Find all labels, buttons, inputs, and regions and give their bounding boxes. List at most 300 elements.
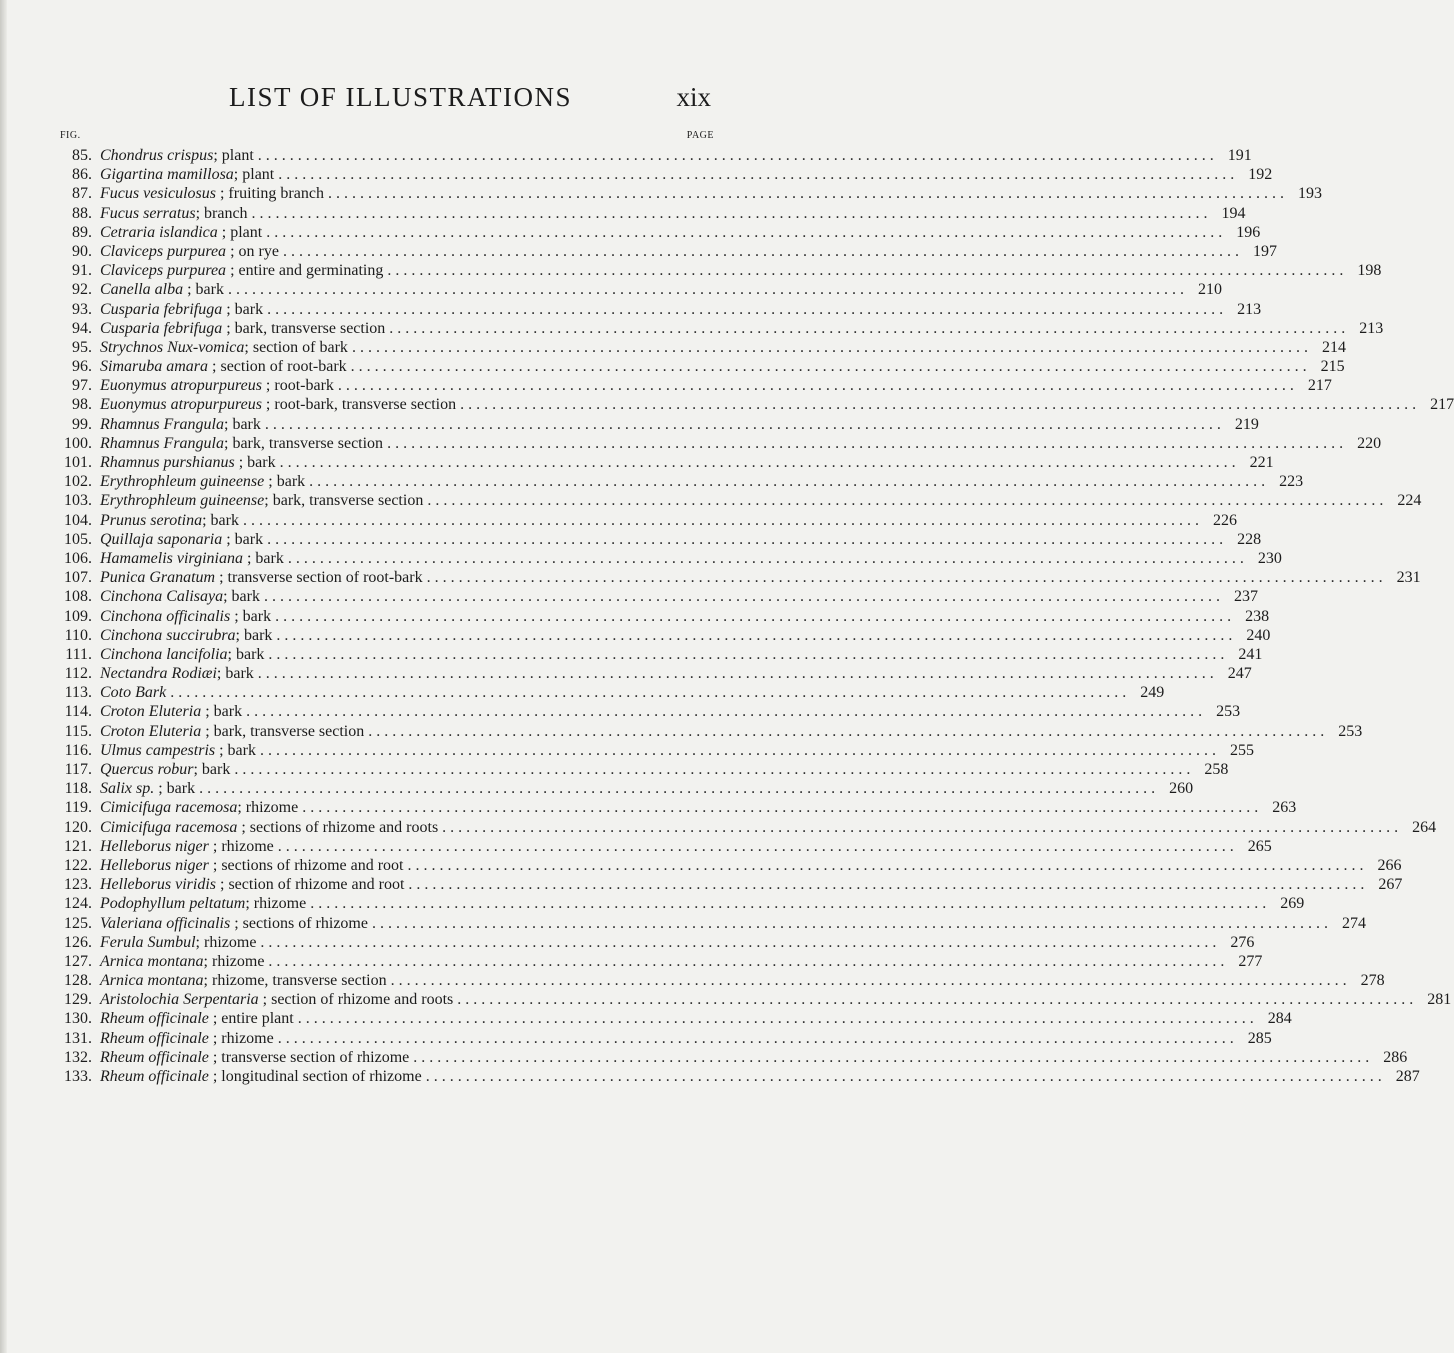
species-name: Prunus serotina — [100, 511, 203, 529]
list-item — [56, 971, 1385, 990]
species-name: Cimicifuga racemosa — [100, 799, 238, 817]
species-name: Rhamnus Frangula — [100, 415, 224, 433]
page-column-label: PAGE — [686, 130, 714, 141]
page-reference: 287 — [1395, 1068, 1420, 1085]
figure-caption — [92, 798, 298, 817]
list-item — [56, 415, 1259, 434]
page-reference: 221 — [1249, 454, 1274, 471]
caption-detail: ; bark — [230, 607, 272, 625]
figure-number: 85. — [72, 147, 92, 164]
figure-caption — [92, 933, 256, 952]
species-name: Erythrophleum guineense — [100, 473, 265, 491]
caption-detail: ; rhizome, transverse section — [203, 972, 387, 990]
species-name: Arnica montana — [100, 952, 204, 970]
figure-number: 133. — [64, 1068, 92, 1085]
figure-number: 115. — [64, 722, 92, 740]
figure-number: 112. — [64, 665, 92, 683]
page-reference: 269 — [1280, 895, 1305, 913]
figure-caption — [92, 453, 276, 472]
caption-detail: ; bark — [222, 530, 264, 548]
page-reference: 260 — [1169, 780, 1194, 798]
list-item — [56, 376, 1332, 395]
figure-number: 105. — [64, 530, 92, 548]
list-item — [56, 165, 1273, 184]
page-reference: 284 — [1267, 1010, 1292, 1028]
figure-caption — [92, 1009, 294, 1028]
page-reference: 224 — [1397, 492, 1422, 510]
dot-leader: . . . . . . . . . . . . . . . . . . . . . . . . . . . . . . . . . . . . . . . . . . . . . . . . . . . . . . . . . . . . . . . . . . . . . . . . . . . . . . . . . . . . . . . . . . . . . . . . . . . . . . . . . . . . . . . . . . . . . . . . — [279, 454, 1236, 471]
page-reference: 194 — [1221, 204, 1246, 222]
figure-caption — [92, 146, 254, 165]
figure-caption — [92, 261, 383, 280]
list-item — [56, 779, 1194, 798]
figure-caption — [92, 760, 230, 779]
caption-detail: ; bark — [216, 665, 254, 683]
caption-detail: ; plant — [213, 147, 254, 164]
figure-caption — [92, 875, 404, 894]
species-name: Fucus vesiculosus — [100, 185, 216, 203]
caption-detail: ; bark, transverse section — [224, 434, 384, 452]
figure-caption — [92, 645, 264, 664]
caption-detail: ; rhizome — [195, 933, 257, 951]
page-reference: 265 — [1247, 837, 1272, 855]
figure-caption — [92, 568, 423, 587]
figure-number: 120. — [64, 818, 92, 836]
list-item — [56, 472, 1304, 491]
list-item — [56, 818, 1437, 837]
figure-caption — [92, 395, 456, 414]
running-title: LIST OF ILLUSTRATIONS — [228, 82, 572, 112]
figure-number: 111. — [65, 645, 92, 663]
caption-detail: ; bark — [227, 645, 265, 663]
page-reference: 274 — [1341, 914, 1366, 932]
figure-caption — [92, 626, 272, 645]
figure-caption — [92, 1029, 274, 1048]
list-item — [56, 223, 1261, 242]
caption-detail: ; bark — [154, 780, 196, 798]
caption-detail: ; section of rhizome and roots — [258, 991, 454, 1009]
figure-caption — [92, 914, 368, 933]
dot-leader: . . . . . . . . . . . . . . . . . . . . . . . . . . . . . . . . . . . . . . . . . . . . . . . . . . . . . . . . . . . . . . . . . . . . . . . . . . . . . . . . . . . . . . . . . . . . . . . . . . . . . . . . . . . . . . . . . . . . . . . . — [310, 895, 1267, 913]
dot-leader: . . . . . . . . . . . . . . . . . . . . . . . . . . . . . . . . . . . . . . . . . . . . . . . . . . . . . . . . . . . . . . . . . . . . . . . . . . . . . . . . . . . . . . . . . . . . . . . . . . . . . . . . . . . . . . . . . . . . . . . . — [457, 991, 1414, 1009]
page-reference: 240 — [1246, 626, 1271, 644]
figure-caption — [92, 434, 383, 453]
caption-detail: ; bark — [264, 473, 306, 491]
page-reference: 217 — [1430, 396, 1454, 414]
figure-caption — [92, 779, 195, 798]
page-reference: 231 — [1396, 569, 1421, 587]
dot-leader: . . . . . . . . . . . . . . . . . . . . . . . . . . . . . . . . . . . . . . . . . . . . . . . . . . . . . . . . . . . . . . . . . . . . . . . . . . . . . . . . . . . . . . . . . . . . . . . . . . . . . . . . . . . . . . . . . . . . . . . . — [277, 837, 1234, 855]
figure-number: 95. — [72, 338, 92, 356]
species-name: Simaruba amara — [100, 358, 209, 376]
caption-detail: ; bark — [201, 703, 243, 721]
caption-detail: ; section of rhizome and root — [216, 876, 405, 894]
caption-detail: ; fruiting branch — [215, 185, 324, 203]
dot-leader: . . . . . . . . . . . . . . . . . . . . . . . . . . . . . . . . . . . . . . . . . . . . . . . . . . . . . . . . . . . . . . . . . . . . . . . . . . . . . . . . . . . . . . . . . . . . . . . . . . . . . . . . . . . . . . . . . . . . . . . . — [251, 204, 1208, 222]
list-item — [56, 300, 1262, 319]
dot-leader: . . . . . . . . . . . . . . . . . . . . . . . . . . . . . . . . . . . . . . . . . . . . . . . . . . . . . . . . . . . . . . . . . . . . . . . . . . . . . . . . . . . . . . . . . . . . . . . . . . . . . . . . . . . . . . . . . . . . . . . . — [387, 434, 1344, 452]
figure-caption — [92, 607, 271, 626]
list-item — [56, 280, 1222, 299]
page-binding-edge — [0, 0, 7, 1353]
dot-leader: . . . . . . . . . . . . . . . . . . . . . . . . . . . . . . . . . . . . . . . . . . . . . . . . . . . . . . . . . . . . . . . . . . . . . . . . . . . . . . . . . . . . . . . . . . . . . . . . . . . . . . . . . . . . . . . . . . . . . . . . — [263, 588, 1220, 606]
figure-number: 122. — [64, 856, 92, 874]
dot-leader: . . . . . . . . . . . . . . . . . . . . . . . . . . . . . . . . . . . . . . . . . . . . . . . . . . . . . . . . . . . . . . . . . . . . . . . . . . . . . . . . . . . . . . . . . . . . . . . . . . . . . . . . . . . . . . . . . . . . . . . . — [277, 1029, 1234, 1047]
list-item — [56, 607, 1270, 626]
list-item — [56, 952, 1263, 971]
list-item — [56, 261, 1382, 280]
figure-number: 108. — [64, 588, 92, 606]
caption-detail: ; section of bark — [244, 338, 348, 356]
caption-detail: ; rhizome — [208, 1029, 274, 1047]
species-name: Cinchona officinalis — [100, 607, 231, 625]
figure-number: 110. — [64, 626, 92, 644]
list-item — [56, 1029, 1272, 1048]
caption-detail: ; rhizome — [245, 895, 307, 913]
dot-leader: . . . . . . . . . . . . . . . . . . . . . . . . . . . . . . . . . . . . . . . . . . . . . . . . . . . . . . . . . . . . . . . . . . . . . . . . . . . . . . . . . . . . . . . . . . . . . . . . . . . . . . . . . . . . . . . . . . . . . . . . — [170, 684, 1127, 702]
species-name: Aristolochia Serpentaria — [100, 991, 259, 1009]
list-item — [56, 741, 1254, 760]
figure-caption — [92, 357, 347, 376]
caption-detail: ; longitudinal section of rhizome — [208, 1068, 422, 1085]
species-name: Quercus robur — [100, 761, 194, 778]
dot-leader: . . . . . . . . . . . . . . . . . . . . . . . . . . . . . . . . . . . . . . . . . . . . . . . . . . . . . . . . . . . . . . . . . . . . . . . . . . . . . . . . . . . . . . . . . . . . . . . . . . . . . . . . . . . . . . . . . . . . . . . . — [242, 511, 1199, 529]
page-reference: 281 — [1427, 991, 1452, 1009]
figure-caption — [92, 990, 453, 1009]
figure-number: 124. — [64, 895, 92, 913]
figure-number: 117. — [64, 761, 92, 778]
list-item — [56, 568, 1421, 587]
list-item — [56, 760, 1229, 779]
figure-caption — [92, 549, 284, 568]
caption-detail: ; transverse section of root-bark — [215, 569, 423, 587]
dot-leader: . . . . . . . . . . . . . . . . . . . . . . . . . . . . . . . . . . . . . . . . . . . . . . . . . . . . . . . . . . . . . . . . . . . . . . . . . . . . . . . . . . . . . . . . . . . . . . . . . . . . . . . . . . . . . . . . . . . . . . . . — [427, 492, 1384, 510]
list-item — [56, 491, 1422, 510]
page-reference: 255 — [1229, 741, 1254, 759]
dot-leader: . . . . . . . . . . . . . . . . . . . . . . . . . . . . . . . . . . . . . . . . . . . . . . . . . . . . . . . . . . . . . . . . . . . . . . . . . . . . . . . . . . . . . . . . . . . . . . . . . . . . . . . . . . . . . . . . . . . . . . . . — [407, 856, 1364, 874]
figure-number: 118. — [64, 780, 92, 798]
page-header — [0, 82, 801, 122]
figure-number: 90. — [72, 242, 92, 260]
figure-number: 92. — [72, 281, 92, 299]
page-reference: 214 — [1321, 338, 1346, 356]
fig-column-label: FIG. — [60, 130, 81, 141]
figure-caption — [92, 319, 385, 338]
caption-detail: ; transverse section of rhizome — [208, 1048, 410, 1066]
list-item — [56, 664, 1252, 683]
list-item — [56, 1009, 1292, 1028]
page-reference: 191 — [1227, 147, 1252, 164]
list-item — [56, 357, 1345, 376]
species-name: Claviceps purpurea — [100, 262, 227, 280]
dot-leader: . . . . . . . . . . . . . . . . . . . . . . . . . . . . . . . . . . . . . . . . . . . . . . . . . . . . . . . . . . . . . . . . . . . . . . . . . . . . . . . . . . . . . . . . . . . . . . . . . . . . . . . . . . . . . . . . . . . . . . . . — [227, 281, 1184, 299]
species-name: Rhamnus Frangula — [100, 434, 224, 452]
figure-number: 103. — [64, 492, 92, 510]
page-reference: 196 — [1236, 223, 1261, 241]
species-name: Valeriana officinalis — [100, 914, 231, 932]
page-reference: 267 — [1378, 876, 1403, 894]
figure-caption — [92, 165, 274, 184]
species-name: Euonymus atropurpureus — [100, 396, 262, 414]
figure-caption — [92, 338, 348, 357]
list-item — [56, 549, 1282, 568]
species-name: Chondrus crispus — [100, 147, 214, 164]
species-name: Gigartina mamillosa — [100, 166, 234, 184]
dot-leader: . . . . . . . . . . . . . . . . . . . . . . . . . . . . . . . . . . . . . . . . . . . . . . . . . . . . . . . . . . . . . . . . . . . . . . . . . . . . . . . . . . . . . . . . . . . . . . . . . . . . . . . . . . . . . . . . . . . . . . . . — [259, 741, 1216, 759]
dot-leader: . . . . . . . . . . . . . . . . . . . . . . . . . . . . . . . . . . . . . . . . . . . . . . . . . . . . . . . . . . . . . . . . . . . . . . . . . . . . . . . . . . . . . . . . . . . . . . . . . . . . . . . . . . . . . . . . . . . . . . . . — [267, 300, 1224, 318]
caption-detail: ; sections of rhizome and roots — [237, 818, 439, 836]
figure-number: 131. — [64, 1029, 92, 1047]
figure-number: 87. — [72, 185, 92, 203]
page-reference: 249 — [1140, 684, 1165, 702]
dot-leader: . . . . . . . . . . . . . . . . . . . . . . . . . . . . . . . . . . . . . . . . . . . . . . . . . . . . . . . . . . . . . . . . . . . . . . . . . . . . . . . . . . . . . . . . . . . . . . . . . . . . . . . . . . . . . . . . . . . . . . . . — [302, 799, 1259, 817]
species-name: Helleborus niger — [100, 856, 209, 874]
species-name: Cimicifuga racemosa — [100, 818, 238, 836]
figure-number: 100. — [64, 434, 92, 452]
dot-leader: . . . . . . . . . . . . . . . . . . . . . . . . . . . . . . . . . . . . . . . . . . . . . . . . . . . . . . . . . . . . . . . . . . . . . . . . . . . . . . . . . . . . . . . . . . . . . . . . . . . . . . . . . . . . . . . . . . . . . . . . — [368, 722, 1325, 740]
species-name: Croton Eluteria — [100, 703, 202, 721]
dot-leader: . . . . . . . . . . . . . . . . . . . . . . . . . . . . . . . . . . . . . . . . . . . . . . . . . . . . . . . . . . . . . . . . . . . . . . . . . . . . . . . . . . . . . . . . . . . . . . . . . . . . . . . . . . . . . . . . . . . . . . . . — [234, 761, 1191, 778]
figure-number: 123. — [64, 876, 92, 894]
list-item — [56, 184, 1322, 203]
figure-number: 114. — [64, 703, 92, 721]
species-name: Ulmus campestris — [100, 741, 216, 759]
dot-leader: . . . . . . . . . . . . . . . . . . . . . . . . . . . . . . . . . . . . . . . . . . . . . . . . . . . . . . . . . . . . . . . . . . . . . . . . . . . . . . . . . . . . . . . . . . . . . . . . . . . . . . . . . . . . . . . . . . . . . . . . — [460, 396, 1417, 414]
figure-number: 129. — [64, 991, 92, 1009]
dot-leader: . . . . . . . . . . . . . . . . . . . . . . . . . . . . . . . . . . . . . . . . . . . . . . . . . . . . . . . . . . . . . . . . . . . . . . . . . . . . . . . . . . . . . . . . . . . . . . . . . . . . . . . . . . . . . . . . . . . . . . . . — [371, 914, 1328, 932]
page-reference: 237 — [1233, 588, 1258, 606]
figure-caption — [92, 184, 324, 203]
figure-number: 101. — [64, 454, 92, 471]
caption-detail: ; bark — [193, 761, 231, 778]
caption-detail: ; bark — [202, 511, 239, 529]
caption-detail: ; root-bark — [261, 377, 334, 395]
figure-number: 116. — [64, 741, 92, 759]
species-name: Helleborus niger — [100, 837, 209, 855]
species-name: Strychnos Nux-vomica — [100, 338, 245, 356]
dot-leader: . . . . . . . . . . . . . . . . . . . . . . . . . . . . . . . . . . . . . . . . . . . . . . . . . . . . . . . . . . . . . . . . . . . . . . . . . . . . . . . . . . . . . . . . . . . . . . . . . . . . . . . . . . . . . . . . . . . . . . . . — [266, 223, 1223, 241]
list-item — [56, 856, 1402, 875]
list-item — [56, 894, 1305, 913]
figure-caption — [92, 415, 261, 434]
dot-leader: . . . . . . . . . . . . . . . . . . . . . . . . . . . . . . . . . . . . . . . . . . . . . . . . . . . . . . . . . . . . . . . . . . . . . . . . . . . . . . . . . . . . . . . . . . . . . . . . . . . . . . . . . . . . . . . . . . . . . . . . — [287, 549, 1244, 567]
figure-number: 109. — [64, 607, 92, 625]
caption-detail: ; bark — [222, 300, 264, 318]
figure-number: 91. — [72, 262, 92, 280]
figure-caption — [92, 741, 256, 760]
dot-leader: . . . . . . . . . . . . . . . . . . . . . . . . . . . . . . . . . . . . . . . . . . . . . . . . . . . . . . . . . . . . . . . . . . . . . . . . . . . . . . . . . . . . . . . . . . . . . . . . . . . . . . . . . . . . . . . . . . . . . . . . — [278, 166, 1235, 184]
page-reference: 193 — [1297, 185, 1322, 203]
dot-leader: . . . . . . . . . . . . . . . . . . . . . . . . . . . . . . . . . . . . . . . . . . . . . . . . . . . . . . . . . . . . . . . . . . . . . . . . . . . . . . . . . . . . . . . . . . . . . . . . . . . . . . . . . . . . . . . . . . . . . . . . — [268, 645, 1225, 663]
figure-number: 86. — [72, 166, 92, 184]
page-reference: 213 — [1237, 300, 1262, 318]
caption-detail: ; rhizome — [237, 799, 299, 817]
species-name: Hamamelis virginiana — [100, 549, 243, 567]
caption-detail: ; on rye — [226, 242, 279, 260]
page-reference: 276 — [1230, 933, 1255, 951]
figure-number: 97. — [72, 377, 92, 395]
species-name: Euonymus atropurpureus — [100, 377, 262, 395]
caption-detail: ; bark, transverse section — [264, 492, 424, 510]
dot-leader: . . . . . . . . . . . . . . . . . . . . . . . . . . . . . . . . . . . . . . . . . . . . . . . . . . . . . . . . . . . . . . . . . . . . . . . . . . . . . . . . . . . . . . . . . . . . . . . . . . . . . . . . . . . . . . . . . . . . . . . . — [246, 703, 1203, 721]
caption-detail: ; plant — [233, 166, 275, 184]
dot-leader: . . . . . . . . . . . . . . . . . . . . . . . . . . . . . . . . . . . . . . . . . . . . . . . . . . . . . . . . . . . . . . . . . . . . . . . . . . . . . . . . . . . . . . . . . . . . . . . . . . . . . . . . . . . . . . . . . . . . . . . . — [408, 876, 1365, 894]
figure-caption — [92, 587, 260, 606]
page-reference: 192 — [1248, 166, 1273, 184]
figure-number: 119. — [64, 799, 92, 817]
list-item — [56, 626, 1271, 645]
species-name: Punica Granatum — [100, 569, 216, 587]
caption-detail: ; bark — [234, 454, 276, 471]
figure-caption — [92, 952, 264, 971]
figure-number: 125. — [64, 914, 92, 932]
species-name: Cinchona Calisaya — [100, 588, 224, 606]
illustration-list — [56, 146, 1454, 1086]
dot-leader: . . . . . . . . . . . . . . . . . . . . . . . . . . . . . . . . . . . . . . . . . . . . . . . . . . . . . . . . . . . . . . . . . . . . . . . . . . . . . . . . . . . . . . . . . . . . . . . . . . . . . . . . . . . . . . . . . . . . . . . . — [413, 1048, 1370, 1066]
dot-leader: . . . . . . . . . . . . . . . . . . . . . . . . . . . . . . . . . . . . . . . . . . . . . . . . . . . . . . . . . . . . . . . . . . . . . . . . . . . . . . . . . . . . . . . . . . . . . . . . . . . . . . . . . . . . . . . . . . . . . . . . — [297, 1010, 1254, 1028]
figure-number: 113. — [64, 684, 92, 702]
species-name: Cusparia febrifuga — [100, 300, 223, 318]
dot-leader: . . . . . . . . . . . . . . . . . . . . . . . . . . . . . . . . . . . . . . . . . . . . . . . . . . . . . . . . . . . . . . . . . . . . . . . . . . . . . . . . . . . . . . . . . . . . . . . . . . . . . . . . . . . . . . . . . . . . . . . . — [276, 626, 1233, 644]
list-item — [56, 434, 1382, 453]
dot-leader: . . . . . . . . . . . . . . . . . . . . . . . . . . . . . . . . . . . . . . . . . . . . . . . . . . . . . . . . . . . . . . . . . . . . . . . . . . . . . . . . . . . . . . . . . . . . . . . . . . . . . . . . . . . . . . . . . . . . . . . . — [199, 780, 1156, 798]
figure-caption — [92, 664, 254, 683]
list-item — [56, 587, 1258, 606]
page-reference: 213 — [1359, 319, 1384, 337]
figure-caption — [92, 376, 334, 395]
dot-leader: . . . . . . . . . . . . . . . . . . . . . . . . . . . . . . . . . . . . . . . . . . . . . . . . . . . . . . . . . . . . . . . . . . . . . . . . . . . . . . . . . . . . . . . . . . . . . . . . . . . . . . . . . . . . . . . . . . . . . . . . — [257, 665, 1214, 683]
species-name: Claviceps purpurea — [100, 242, 227, 260]
species-name: Fucus serratus — [100, 204, 196, 222]
dot-leader: . . . . . . . . . . . . . . . . . . . . . . . . . . . . . . . . . . . . . . . . . . . . . . . . . . . . . . . . . . . . . . . . . . . . . . . . . . . . . . . . . . . . . . . . . . . . . . . . . . . . . . . . . . . . . . . . . . . . . . . . — [442, 818, 1399, 836]
dot-leader: . . . . . . . . . . . . . . . . . . . . . . . . . . . . . . . . . . . . . . . . . . . . . . . . . . . . . . . . . . . . . . . . . . . . . . . . . . . . . . . . . . . . . . . . . . . . . . . . . . . . . . . . . . . . . . . . . . . . . . . . — [426, 569, 1383, 587]
species-name: Cetraria islandica — [100, 223, 218, 241]
figure-number: 127. — [64, 952, 92, 970]
caption-detail: ; bark, transverse section — [222, 319, 386, 337]
page-reference: 263 — [1272, 799, 1297, 817]
list-item — [56, 914, 1366, 933]
list-item — [56, 530, 1262, 549]
species-name: Coto Bark — [100, 684, 167, 702]
caption-detail: ; entire and germinating — [226, 262, 384, 280]
page-reference: 219 — [1234, 415, 1259, 433]
list-item — [56, 837, 1272, 856]
page-reference: 220 — [1357, 434, 1382, 452]
figure-number: 104. — [64, 511, 92, 529]
figure-caption — [92, 472, 305, 491]
page-reference: 210 — [1197, 281, 1222, 299]
page-reference: 215 — [1320, 358, 1345, 376]
page-reference: 226 — [1212, 511, 1237, 529]
figure-caption — [92, 1048, 409, 1067]
figure-caption — [92, 223, 262, 242]
figure-caption — [92, 856, 404, 875]
dot-leader: . . . . . . . . . . . . . . . . . . . . . . . . . . . . . . . . . . . . . . . . . . . . . . . . . . . . . . . . . . . . . . . . . . . . . . . . . . . . . . . . . . . . . . . . . . . . . . . . . . . . . . . . . . . . . . . . . . . . . . . . — [337, 377, 1294, 395]
figure-number: 128. — [64, 972, 92, 990]
species-name: Cusparia febrifuga — [100, 319, 223, 337]
species-name: Erythrophleum guineense — [100, 492, 265, 510]
caption-detail: ; bark, transverse section — [201, 722, 365, 740]
list-item — [56, 1067, 1420, 1086]
dot-leader: . . . . . . . . . . . . . . . . . . . . . . . . . . . . . . . . . . . . . . . . . . . . . . . . . . . . . . . . . . . . . . . . . . . . . . . . . . . . . . . . . . . . . . . . . . . . . . . . . . . . . . . . . . . . . . . . . . . . . . . . — [387, 262, 1344, 280]
page-reference: 278 — [1360, 972, 1385, 990]
figure-number: 88. — [72, 204, 92, 222]
list-item — [56, 395, 1454, 414]
list-item — [56, 453, 1274, 472]
caption-detail: ; rhizome — [208, 837, 274, 855]
list-item — [56, 242, 1277, 261]
list-item — [56, 204, 1246, 223]
figure-caption — [92, 702, 242, 721]
figure-caption — [92, 818, 438, 837]
caption-detail: ; sections of rhizome — [230, 914, 368, 932]
figure-caption — [92, 722, 364, 741]
page-reference: 238 — [1245, 607, 1270, 625]
page-reference: 197 — [1252, 242, 1277, 260]
page-reference: 258 — [1204, 761, 1229, 778]
dot-leader: . . . . . . . . . . . . . . . . . . . . . . . . . . . . . . . . . . . . . . . . . . . . . . . . . . . . . . . . . . . . . . . . . . . . . . . . . . . . . . . . . . . . . . . . . . . . . . . . . . . . . . . . . . . . . . . . . . . . . . . . — [264, 415, 1221, 433]
figure-number: 107. — [64, 569, 92, 587]
figure-number: 126. — [64, 933, 92, 951]
species-name: Rheum officinale — [100, 1068, 209, 1085]
species-name: Salix sp. — [100, 780, 155, 798]
caption-detail: ; plant — [217, 223, 263, 241]
species-name: Podophyllum peltatum — [100, 895, 246, 913]
caption-detail: ; rhizome — [203, 952, 265, 970]
figure-number: 98. — [72, 396, 92, 414]
caption-detail: ; bark — [223, 588, 260, 606]
figure-number: 106. — [64, 549, 92, 567]
figure-caption — [92, 971, 387, 990]
page-reference: 247 — [1227, 665, 1252, 683]
page-reference: 277 — [1238, 952, 1263, 970]
dot-leader: . . . . . . . . . . . . . . . . . . . . . . . . . . . . . . . . . . . . . . . . . . . . . . . . . . . . . . . . . . . . . . . . . . . . . . . . . . . . . . . . . . . . . . . . . . . . . . . . . . . . . . . . . . . . . . . . . . . . . . . . — [351, 338, 1308, 356]
species-name: Nectandra Rodiæi — [100, 665, 217, 683]
species-name: Quillaja saponaria — [100, 530, 223, 548]
list-item — [56, 990, 1452, 1009]
figure-number: 130. — [64, 1010, 92, 1028]
figure-caption — [92, 280, 224, 299]
dot-leader: . . . . . . . . . . . . . . . . . . . . . . . . . . . . . . . . . . . . . . . . . . . . . . . . . . . . . . . . . . . . . . . . . . . . . . . . . . . . . . . . . . . . . . . . . . . . . . . . . . . . . . . . . . . . . . . . . . . . . . . . — [309, 473, 1266, 491]
species-name: Helleborus viridis — [100, 876, 216, 894]
caption-detail: ; root-bark, transverse section — [261, 396, 457, 414]
figure-number: 132. — [64, 1048, 92, 1066]
page-reference: 286 — [1383, 1048, 1408, 1066]
list-item — [56, 319, 1384, 338]
dot-leader: . . . . . . . . . . . . . . . . . . . . . . . . . . . . . . . . . . . . . . . . . . . . . . . . . . . . . . . . . . . . . . . . . . . . . . . . . . . . . . . . . . . . . . . . . . . . . . . . . . . . . . . . . . . . . . . . . . . . . . . . — [260, 933, 1217, 951]
figure-caption — [92, 837, 274, 856]
figure-caption — [92, 300, 263, 319]
dot-leader: . . . . . . . . . . . . . . . . . . . . . . . . . . . . . . . . . . . . . . . . . . . . . . . . . . . . . . . . . . . . . . . . . . . . . . . . . . . . . . . . . . . . . . . . . . . . . . . . . . . . . . . . . . . . . . . . . . . . . . . . — [425, 1068, 1382, 1085]
dot-leader: . . . . . . . . . . . . . . . . . . . . . . . . . . . . . . . . . . . . . . . . . . . . . . . . . . . . . . . . . . . . . . . . . . . . . . . . . . . . . . . . . . . . . . . . . . . . . . . . . . . . . . . . . . . . . . . . . . . . . . . . — [257, 147, 1214, 164]
page-reference: 264 — [1412, 818, 1437, 836]
dot-leader: . . . . . . . . . . . . . . . . . . . . . . . . . . . . . . . . . . . . . . . . . . . . . . . . . . . . . . . . . . . . . . . . . . . . . . . . . . . . . . . . . . . . . . . . . . . . . . . . . . . . . . . . . . . . . . . . . . . . . . . . — [350, 358, 1307, 376]
dot-leader: . . . . . . . . . . . . . . . . . . . . . . . . . . . . . . . . . . . . . . . . . . . . . . . . . . . . . . . . . . . . . . . . . . . . . . . . . . . . . . . . . . . . . . . . . . . . . . . . . . . . . . . . . . . . . . . . . . . . . . . . — [268, 952, 1225, 970]
list-item — [56, 511, 1237, 530]
page-number: xix — [676, 82, 711, 112]
caption-detail: ; entire plant — [208, 1010, 294, 1028]
figure-caption — [92, 1067, 422, 1086]
species-name: Ferula Sumbul — [100, 933, 196, 951]
figure-caption — [92, 242, 279, 261]
species-name: Arnica montana — [100, 972, 204, 990]
figure-caption — [92, 530, 263, 549]
figure-number: 89. — [72, 223, 92, 241]
page-reference: 217 — [1307, 377, 1332, 395]
figure-caption — [92, 491, 423, 510]
caption-detail: ; bark — [183, 281, 224, 299]
species-name: Canella alba — [100, 281, 184, 299]
